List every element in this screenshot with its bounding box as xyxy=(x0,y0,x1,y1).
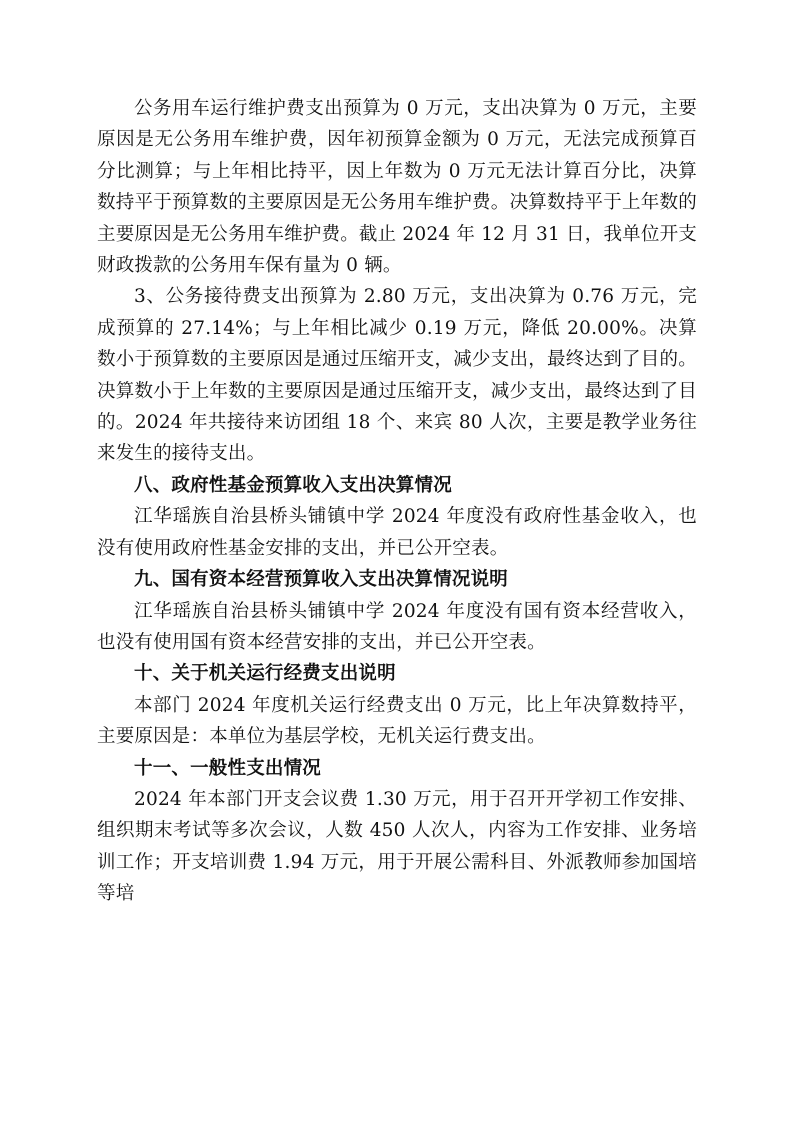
document-body xyxy=(97,93,697,910)
heading-state-capital: 九、国有资本经营预算收入支出决算情况说明 xyxy=(134,569,509,591)
paragraph-state-capital: 江华瑶族自治县桥头铺镇中学 2024 年度没有国有资本经营收入，也没有使用国有资本经营安排的支出，并已公开空表。 xyxy=(97,600,697,653)
paragraph-reception-expense: 3、公务接待费支出预算为 2.80 万元，支出决算为 0.76 万元，完成预算的 27.14%；与上年相比减少 0.19 万元，降低 20.00%。决算数小于预算数的主要原因是通过压缩开支，减少支出，最终达到了目的。决算数小于上年数的主要原因是通过压缩开支，减少支出，最终达到了目的。2024 年共接待来访团组 18 个、来宾 80 人次，主要是教学业务往来发生的接待支出。 xyxy=(97,286,697,465)
paragraph-operating-expense: 本部门 2024 年度机关运行经费支出 0 万元，比上年决算数持平，主要原因是：本单位为基层学校，无机关运行费支出。 xyxy=(97,694,697,748)
paragraph-vehicle-maintenance: 公务用车运行维护费支出预算为 0 万元，支出决算为 0 万元，主要原因是无公务用车维护费，因年初预算金额为 0 万元，无法完成预算百分比测算；与上年相比持平，因上年数为 0 万元无法计算百分比，决算数持平于预算数的主要原因是无公务用车维护费。决算数持平于上年数的主要原因是无公务用车维护费。截止 2024 年 12 月 31 日，我单位开支财政拨款的公务用车保有量为 0 辆。 xyxy=(97,98,697,277)
paragraph-government-fund: 江华瑶族自治县桥头铺镇中学 2024 年度没有政府性基金收入，也没有使用政府性基金安排的支出，并已公开空表。 xyxy=(97,506,697,559)
heading-general-expense: 十一、一般性支出情况 xyxy=(134,757,322,779)
heading-operating-expense: 十、关于机关运行经费支出说明 xyxy=(134,663,396,685)
paragraph-general-expense: 2024 年本部门开支会议费 1.30 万元，用于召开开学初工作安排、组织期末考试等多次会议，人数 450 人次人，内容为工作安排、业务培训工作；开支培训费 1.94 万元，用于开展公需科目、外派教师参加国培等培 xyxy=(97,788,697,905)
heading-government-fund: 八、政府性基金预算收入支出决算情况 xyxy=(134,474,452,496)
